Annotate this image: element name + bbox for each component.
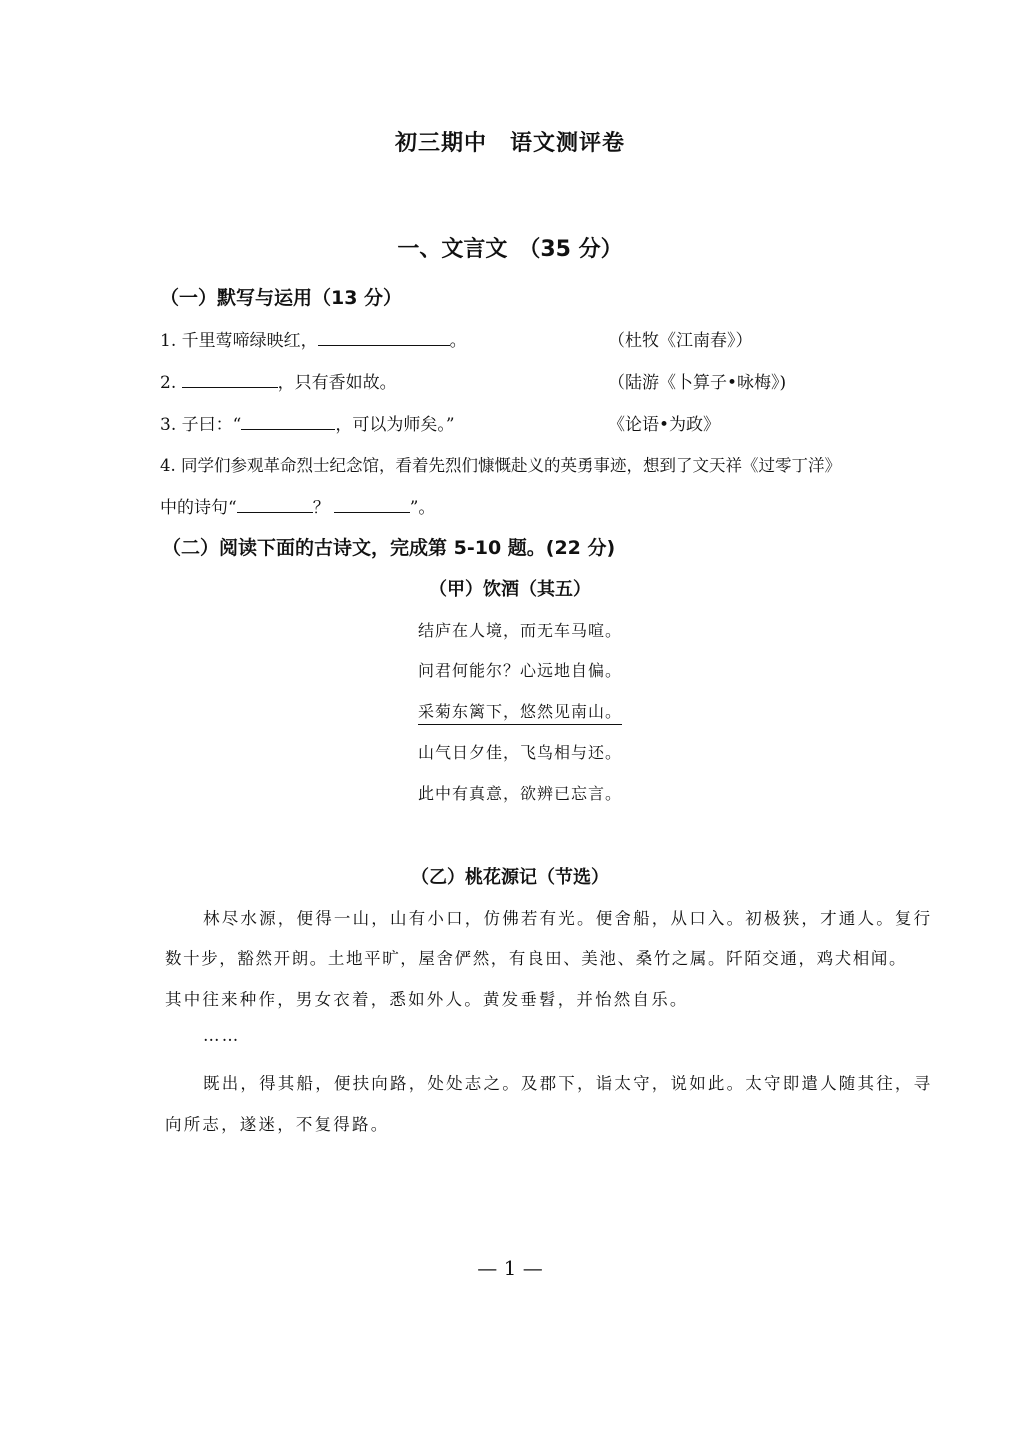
question-4-blank-1[interactable] [237, 496, 313, 513]
question-4-blank-2[interactable] [334, 496, 410, 513]
question-2-number: 2. [160, 373, 182, 393]
page-number: — 1 — [477, 1256, 543, 1280]
question-4-text: 中的诗句“ [160, 498, 237, 518]
poem-line: 结庐在人境，而无车马喧。 [418, 621, 623, 640]
question-4-end: ”。 [409, 498, 436, 518]
question-4-line-1: 4. 同学们参观革命烈士纪念馆，看着先烈们慷慨赴义的英勇事迹，想到了文天祥《过零丁洋》 [160, 456, 841, 475]
prose-line: 数十步，豁然开朗。土地平旷，屋舍俨然，有良田、美池、桑竹之属。阡陌交通，鸡犬相闻。 [165, 949, 908, 968]
poem-line: 山气日夕佳，飞鸟相与还。 [418, 743, 623, 762]
part2-heading: （二）阅读下面的古诗文，完成第 5-10 题。(22 分) [162, 537, 616, 559]
poem-line-underlined: 采菊东篱下，悠然见南山。 [418, 699, 622, 725]
question-4-line-2 [160, 493, 435, 518]
question-3-blank[interactable] [241, 413, 335, 430]
page-title: 初三期中 语文测评卷 [394, 131, 625, 156]
prose-line: 其中往来种作，男女衣着，悉如外人。黄发垂髫，并怡然自乐。 [165, 990, 689, 1009]
part1-heading: （一）默写与运用（13 分） [160, 287, 403, 309]
question-3-text: 3. 子曰：“ [160, 415, 242, 435]
question-2-source: （陆游《卜算子•咏梅》) [608, 373, 787, 393]
question-1-source: （杜牧《江南春》） [608, 331, 753, 351]
question-2-blank[interactable] [182, 371, 278, 388]
poem-title: （甲）饮酒（其五） [429, 579, 591, 600]
question-1 [160, 326, 467, 351]
question-3-source: 《论语•为政》 [608, 415, 721, 435]
question-3-end: ，可以为师矣。” [335, 415, 455, 435]
prose-line: 向所志，遂迷，不复得路。 [165, 1115, 390, 1134]
poem-line: 此中有真意，欲辨已忘言。 [418, 784, 623, 803]
question-3 [160, 410, 455, 435]
poem-line: 问君何能尔？心远地自偏。 [418, 661, 623, 680]
prose-line: 既出，得其船，便扶向路，处处志之。及郡下，诣太守，说如此。太守即遣人随其往，寻 [203, 1074, 933, 1093]
section-heading: 一、文言文 （35 分） [397, 237, 623, 262]
prose-ellipsis: …… [203, 1026, 241, 1045]
question-1-text: 1. 千里莺啼绿映红， [160, 331, 318, 351]
question-1-blank[interactable] [318, 329, 450, 346]
prose-line: 林尽水源，便得一山，山有小口，仿佛若有光。便舍船，从口入。初极狭，才通人。复行 [203, 909, 933, 928]
question-2 [160, 368, 397, 393]
question-1-end: 。 [449, 331, 467, 351]
question-2-text: ，只有香如故。 [277, 373, 397, 393]
prose-title: （乙）桃花源记（节选） [411, 867, 609, 888]
question-4-separator: ？ [312, 498, 330, 518]
